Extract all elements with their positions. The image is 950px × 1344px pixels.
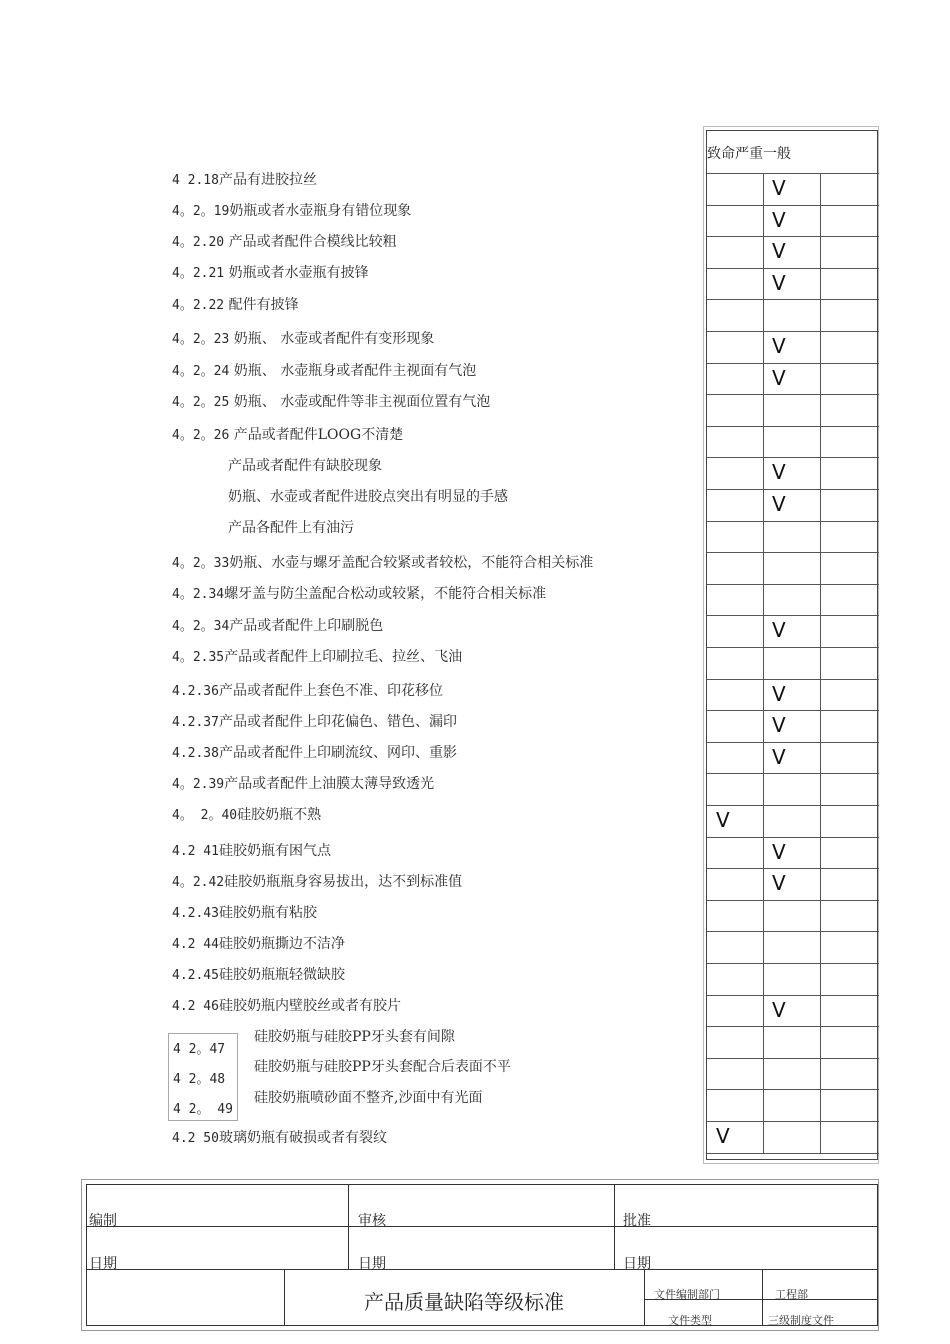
defect-item-number: 4.2 46 (172, 999, 219, 1014)
defect-item-text: 奶瓶、 水壶或者配件有变形现象 (229, 331, 435, 347)
defect-item-text: 奶瓶、水壶与螺牙盖配合较紧或者较松，不能符合相关标准 (229, 555, 594, 571)
defect-item-text: 产品或者配件上印花偏色、错色、漏印 (218, 714, 457, 730)
defect-item-text: 配件有披锋 (224, 297, 299, 313)
defect-item-number: 4.2.43 (172, 906, 219, 921)
defect-item-text: 产品各配件上有油污 (228, 520, 354, 536)
defect-item-number: 4。2.22 (172, 298, 225, 313)
defect-item-text: 硅胶奶瓶内壁胶丝或者有胶片 (218, 998, 401, 1014)
severity-check-mark: V (772, 239, 786, 264)
defect-item (228, 519, 354, 537)
footer-row-line-2 (86, 1269, 878, 1270)
severity-check-mark: V (772, 492, 786, 516)
defect-item-number: 4.2.38 (172, 746, 219, 761)
defect-item (172, 966, 345, 985)
defect-item (172, 935, 345, 954)
defect-item-text: 玻璃奶瓶有破损或者有裂纹 (218, 1130, 387, 1146)
defect-item (172, 682, 443, 701)
footer-date-label-3: 日期 (623, 1256, 651, 1272)
defect-item-text: 产品有进胶拉丝 (218, 172, 317, 188)
defect-item-text: 硅胶奶瓶不熟 (237, 807, 322, 823)
defect-item-text: 硅胶奶瓶与硅胶PP牙头套配合后表面不平 (254, 1059, 511, 1075)
grid-row-line (707, 173, 879, 174)
grid-row-line (707, 1153, 879, 1154)
severity-check-mark: V (716, 808, 730, 832)
defect-item (172, 426, 403, 445)
severity-check-mark: V (772, 744, 786, 769)
document-title: 产品质量缺陷等级标准 (364, 1290, 564, 1314)
grid-col-line (763, 173, 764, 1153)
grid-row-line (707, 1121, 879, 1122)
defect-item (172, 233, 397, 252)
boxed-number-48: 4 2。48 (173, 1072, 226, 1087)
defect-item (172, 296, 299, 315)
defect-item-text: 硅胶奶瓶与硅胶PP牙头套有间隙 (254, 1029, 455, 1045)
boxed-number-49: 4 2。 49 (173, 1102, 233, 1117)
grid-row-line (707, 995, 879, 996)
defect-item-text: 硅胶奶瓶有困气点 (218, 843, 331, 859)
defect-item (172, 775, 434, 794)
defect-item (172, 171, 317, 190)
severity-check-mark: V (772, 713, 786, 738)
defect-item (228, 457, 382, 475)
defect-item-text: 产品或者配件上印刷脱色 (229, 618, 384, 634)
defect-item-text: 产品或者配件上印刷流纹、网印、重影 (218, 745, 457, 761)
footer-dept-value: 工程部 (775, 1288, 808, 1301)
grid-row-line (707, 1058, 879, 1059)
defect-item-text: 产品或者配件有缺胶现象 (228, 458, 382, 474)
defect-item-number: 4。2.35 (172, 650, 225, 665)
footer-approve-label: 批准 (623, 1213, 651, 1229)
severity-check-mark: V (772, 207, 786, 232)
grid-row-line (707, 1089, 879, 1090)
grid-row-line (707, 837, 879, 838)
grid-row-line (707, 299, 879, 300)
grid-row-line (707, 710, 879, 711)
defect-item-text: 硅胶奶瓶瓶轻微缺胶 (218, 967, 345, 983)
defect-item-text: 奶瓶、水壶或者配件进胶点突出有明显的手感 (228, 489, 508, 505)
severity-check-mark: V (772, 871, 786, 896)
defect-item (172, 554, 593, 573)
severity-grid (706, 130, 878, 1160)
severity-check-mark: V (716, 1124, 730, 1148)
defect-item-number: 4。2。25 (172, 395, 230, 410)
defect-item-number: 4。2。34 (172, 619, 230, 634)
grid-row-line (707, 931, 879, 932)
defect-item (172, 585, 546, 604)
severity-check-mark: V (772, 270, 786, 295)
defect-item-text: 产品或者配件上套色不准、印花移位 (218, 683, 443, 699)
severity-check-mark: V (772, 997, 786, 1022)
defect-item-number: 4。2.42 (172, 875, 225, 890)
defect-item (172, 648, 462, 667)
defect-item-text: 奶瓶或者水壶瓶有披锋 (224, 265, 369, 281)
grid-row-line (707, 963, 879, 964)
grid-row-line (707, 679, 879, 680)
footer-date-label-2: 日期 (358, 1256, 386, 1272)
defect-item (172, 330, 434, 349)
defect-item (172, 617, 383, 636)
severity-check-mark: V (772, 460, 786, 485)
defect-item-text: 硅胶奶瓶有粘胶 (218, 905, 317, 921)
defect-item (172, 806, 321, 825)
defect-item (172, 997, 401, 1016)
defect-item-number: 4.2 50 (172, 1131, 219, 1146)
footer-date-label-1: 日期 (89, 1256, 117, 1272)
defect-item-number: 4.2.37 (172, 715, 219, 730)
footer-type-label: 文件类型 (668, 1314, 712, 1327)
defect-item (172, 202, 411, 221)
grid-row-line (707, 331, 879, 332)
defect-item-number: 4 2.18 (172, 173, 219, 188)
defect-item-number: 4.2.45 (172, 968, 219, 983)
defect-item-number: 4。2.21 (172, 266, 225, 281)
defect-item (254, 1089, 482, 1107)
grid-row-line (707, 773, 879, 774)
grid-row-line (707, 805, 879, 806)
defect-item-number: 4.2 41 (172, 844, 219, 859)
grid-row-line (707, 552, 879, 553)
severity-grid-header: 致命严重一般 (707, 146, 791, 162)
defect-item-number: 4。2。33 (172, 556, 230, 571)
grid-row-line (707, 489, 879, 490)
grid-row-line (707, 742, 879, 743)
footer-col-line-5 (762, 1269, 763, 1326)
footer-dept-label: 文件编制部门 (654, 1288, 720, 1301)
defect-item-number: 4。2。24 (172, 364, 230, 379)
severity-check-mark: V (772, 618, 786, 643)
defect-item (172, 744, 457, 763)
grid-row-line (707, 1026, 879, 1027)
grid-col-line (820, 173, 821, 1153)
defect-item-number: 4。2。26 (172, 428, 230, 443)
defect-item-number: 4。2。19 (172, 204, 230, 219)
defect-item (172, 842, 331, 861)
grid-row-line (707, 394, 879, 395)
boxed-number-47: 4 2。47 (173, 1042, 226, 1057)
footer-row-line-1 (86, 1226, 878, 1227)
grid-row-line (707, 363, 879, 364)
defect-item-text: 产品或者配件合模线比较粗 (224, 234, 397, 250)
defect-item-text: 硅胶奶瓶瓶身容易拔出，达不到标准值 (224, 874, 463, 890)
grid-row-line (707, 900, 879, 901)
footer-review-label: 审核 (358, 1213, 386, 1229)
footer-col-line-2 (614, 1184, 615, 1269)
grid-row-line (707, 615, 879, 616)
grid-row-line (707, 584, 879, 585)
grid-row-line (707, 205, 879, 206)
defect-item-number: 4。2.39 (172, 777, 225, 792)
footer-type-value: 三级制度文件 (768, 1314, 834, 1327)
footer-edit-label: 编制 (89, 1213, 117, 1229)
grid-row-line (707, 521, 879, 522)
severity-check-mark: V (772, 681, 786, 706)
defect-item-text: 奶瓶、 水壶瓶身或者配件主视面有气泡 (229, 363, 477, 379)
grid-row-line (707, 868, 879, 869)
defect-item-number: 4。2。23 (172, 332, 230, 347)
defect-item-number: 4.2 44 (172, 937, 219, 952)
defect-item (172, 1129, 387, 1148)
defect-item-text: 奶瓶、 水壶或配件等非主视面位置有气泡 (229, 394, 491, 410)
defect-item (172, 873, 462, 892)
defect-item (254, 1058, 511, 1076)
defect-item-text: 产品或者配件上油膜太薄导致透光 (224, 776, 435, 792)
defect-item-text: 奶瓶或者水壶瓶身有错位现象 (229, 203, 412, 219)
severity-check-mark: V (772, 176, 786, 200)
footer-col-line-4 (644, 1269, 645, 1326)
defect-item-text: 硅胶奶瓶撕边不洁净 (218, 936, 345, 952)
defect-item (254, 1028, 455, 1046)
defect-item-number: 4。 2。40 (172, 808, 238, 823)
defect-item-text: 螺牙盖与防尘盖配合松动或较紧，不能符合相关标准 (224, 586, 547, 602)
severity-check-mark: V (772, 334, 786, 358)
grid-row-line (707, 457, 879, 458)
severity-check-mark: V (772, 365, 786, 390)
severity-check-mark: V (772, 839, 786, 864)
defect-item (172, 904, 317, 923)
grid-row-line (707, 236, 879, 237)
defect-item (228, 488, 508, 506)
defect-item (172, 362, 476, 381)
defect-item-number: 4。2.20 (172, 235, 225, 250)
grid-row-line (707, 426, 879, 427)
defect-item-text: 产品或者配件上印刷拉毛、拉丝、飞油 (224, 649, 463, 665)
defect-item (172, 393, 490, 412)
defect-item-number: 4。2.34 (172, 587, 225, 602)
defect-item-text: 产品或者配件LOOG不清楚 (229, 427, 404, 443)
defect-item (172, 264, 369, 283)
grid-row-line (707, 268, 879, 269)
grid-row-line (707, 647, 879, 648)
defect-item-text: 硅胶奶瓶喷砂面不整齐,沙面中有光面 (254, 1090, 483, 1106)
footer-col-line-1 (348, 1184, 349, 1269)
defect-item-number: 4.2.36 (172, 684, 219, 699)
defect-item (172, 713, 457, 732)
